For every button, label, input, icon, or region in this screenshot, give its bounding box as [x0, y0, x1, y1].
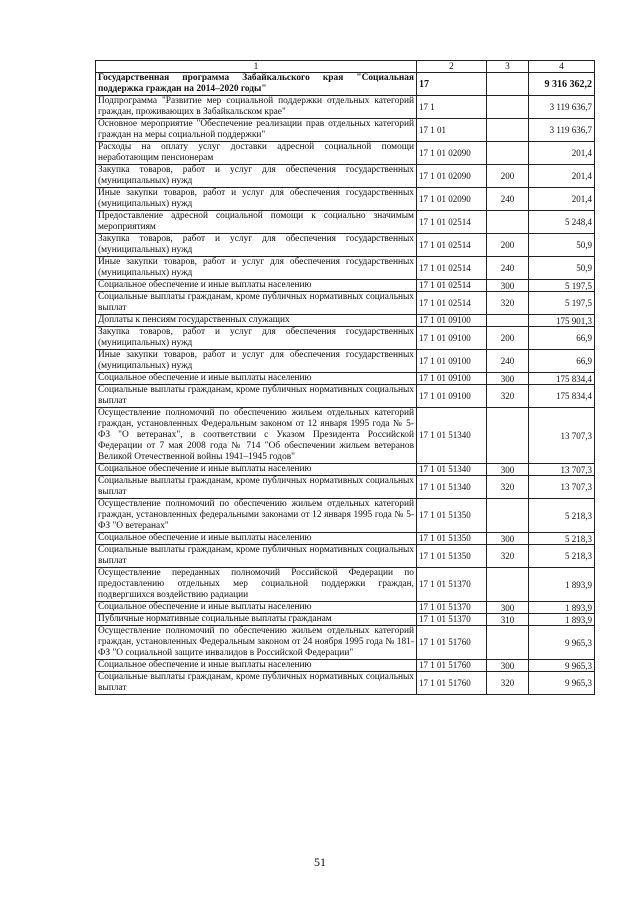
table-row [96, 602, 595, 614]
row-amount: 50,9 [529, 234, 595, 257]
row-target-code: 17 1 01 09100 [417, 327, 487, 350]
table-row [96, 280, 595, 292]
row-amount: 9 965,3 [529, 660, 595, 672]
row-expense-type [487, 568, 529, 602]
table-row [96, 614, 595, 626]
table-row [96, 119, 595, 142]
row-name: Социальное обеспечение и иные выплаты населению [96, 464, 417, 476]
row-amount: 13 707,3 [529, 476, 595, 499]
row-amount: 5 197,5 [529, 280, 595, 292]
row-target-code: 17 1 01 51340 [417, 476, 487, 499]
row-name: Основное мероприятие "Обеспечение реализации прав отдельных категорий граждан на меры социальной поддержки" [96, 119, 417, 142]
row-expense-type: 240 [487, 188, 529, 211]
row-target-code: 17 1 01 02090 [417, 188, 487, 211]
row-amount: 5 218,3 [529, 545, 595, 568]
page-number: 51 [314, 855, 326, 869]
row-expense-type: 300 [487, 602, 529, 614]
row-amount: 5 218,3 [529, 499, 595, 533]
table-row [96, 660, 595, 672]
row-expense-type [487, 142, 529, 165]
table-row [96, 568, 595, 602]
row-amount: 175 834,4 [529, 385, 595, 408]
row-name: Социальное обеспечение и иные выплаты населению [96, 280, 417, 292]
row-name: Иные закупки товаров, работ и услуг для обеспечения государственных (муниципальных) нужд [96, 350, 417, 373]
row-expense-type: 300 [487, 660, 529, 672]
column-header-2: 2 [417, 61, 487, 73]
table-row [96, 464, 595, 476]
row-name: Иные закупки товаров, работ и услуг для обеспечения государственных (муниципальных) нужд [96, 257, 417, 280]
table-row [96, 408, 595, 464]
row-expense-type: 240 [487, 257, 529, 280]
row-amount: 201,4 [529, 188, 595, 211]
row-expense-type [487, 408, 529, 464]
row-amount: 1 893,9 [529, 614, 595, 626]
row-name: Закупка товаров, работ и услуг для обеспечения государственных (муниципальных) нужд [96, 234, 417, 257]
row-amount: 66,9 [529, 350, 595, 373]
row-amount: 50,9 [529, 257, 595, 280]
row-amount: 66,9 [529, 327, 595, 350]
table-row [96, 165, 595, 188]
row-target-code: 17 1 01 51760 [417, 660, 487, 672]
row-target-code: 17 1 01 51340 [417, 408, 487, 464]
row-amount: 13 707,3 [529, 408, 595, 464]
row-target-code: 17 1 01 02514 [417, 292, 487, 315]
row-name: Социальные выплаты гражданам, кроме публичных нормативных социальных выплат [96, 672, 417, 695]
table-row [96, 499, 595, 533]
table-row [96, 533, 595, 545]
table-row [96, 672, 595, 695]
row-expense-type [487, 211, 529, 234]
row-amount: 5 248,4 [529, 211, 595, 234]
row-name: Осуществление полномочий по обеспечению жильем отдельных категорий граждан, установленных Федеральным законом от 24 ноября 1995 года № 181-ФЗ "О социальной защите инвалидов в Российской Федерации" [96, 626, 417, 660]
row-target-code: 17 1 [417, 96, 487, 119]
row-expense-type: 300 [487, 373, 529, 385]
row-amount: 5 197,5 [529, 292, 595, 315]
row-amount: 1 893,9 [529, 602, 595, 614]
row-name: Расходы на оплату услуг доставки адресной социальной помощи неработающим пенсионерам [96, 142, 417, 165]
table-row [96, 292, 595, 315]
row-target-code: 17 [417, 73, 487, 96]
row-amount: 175 901,3 [529, 315, 595, 327]
row-target-code: 17 1 01 51370 [417, 568, 487, 602]
row-expense-type: 300 [487, 533, 529, 545]
row-expense-type [487, 315, 529, 327]
row-expense-type [487, 96, 529, 119]
row-amount: 9 965,3 [529, 672, 595, 695]
row-expense-type: 320 [487, 292, 529, 315]
row-target-code: 17 1 01 51760 [417, 626, 487, 660]
row-expense-type: 320 [487, 672, 529, 695]
row-amount: 201,4 [529, 142, 595, 165]
table-row [96, 327, 595, 350]
row-name: Закупка товаров, работ и услуг для обеспечения государственных (муниципальных) нужд [96, 327, 417, 350]
row-expense-type: 300 [487, 464, 529, 476]
row-expense-type: 320 [487, 385, 529, 408]
table-row [96, 385, 595, 408]
row-amount: 201,4 [529, 165, 595, 188]
row-amount: 9 965,3 [529, 626, 595, 660]
row-target-code: 17 1 01 51760 [417, 672, 487, 695]
row-amount: 175 834,4 [529, 373, 595, 385]
column-header-3: 3 [487, 61, 529, 73]
row-target-code: 17 1 01 02514 [417, 211, 487, 234]
row-target-code: 17 1 01 02090 [417, 165, 487, 188]
row-expense-type: 200 [487, 327, 529, 350]
row-name: Предоставление адресной социальной помощи к социально значимым мероприятиям [96, 211, 417, 234]
row-target-code: 17 1 01 51350 [417, 545, 487, 568]
table-row [96, 626, 595, 660]
row-name: Социальное обеспечение и иные выплаты населению [96, 533, 417, 545]
row-expense-type [487, 73, 529, 96]
row-expense-type: 320 [487, 476, 529, 499]
row-name: Социальное обеспечение и иные выплаты населению [96, 602, 417, 614]
row-name: Социальные выплаты гражданам, кроме публичных нормативных социальных выплат [96, 385, 417, 408]
row-target-code: 17 1 01 51350 [417, 499, 487, 533]
table-row [96, 373, 595, 385]
row-name: Социальные выплаты гражданам, кроме публичных нормативных социальных выплат [96, 545, 417, 568]
table-row [96, 96, 595, 119]
column-header-4: 4 [529, 61, 595, 73]
row-target-code: 17 1 01 09100 [417, 373, 487, 385]
row-target-code: 17 1 01 [417, 119, 487, 142]
row-expense-type: 200 [487, 165, 529, 188]
row-name: Публичные нормативные социальные выплаты гражданам [96, 614, 417, 626]
row-target-code: 17 1 01 51340 [417, 464, 487, 476]
row-name: Осуществление переданных полномочий Российской Федерации по предоставлению отдельных мер социальной поддержки граждан, подвергшихся воздействию радиации [96, 568, 417, 602]
row-target-code: 17 1 01 02514 [417, 280, 487, 292]
header-row [96, 61, 595, 73]
row-name: Социальные выплаты гражданам, кроме публичных нормативных социальных выплат [96, 292, 417, 315]
row-expense-type [487, 626, 529, 660]
row-expense-type: 300 [487, 280, 529, 292]
table-row [96, 315, 595, 327]
row-amount: 13 707,3 [529, 464, 595, 476]
row-target-code: 17 1 01 09100 [417, 315, 487, 327]
table-row [96, 234, 595, 257]
row-target-code: 17 1 01 09100 [417, 385, 487, 408]
row-name: Социальное обеспечение и иные выплаты населению [96, 660, 417, 672]
row-name: Государственная программа Забайкальского края "Социальная поддержка граждан на 2014–2020 годы" [96, 73, 417, 96]
row-name: Социальные выплаты гражданам, кроме публичных нормативных социальных выплат [96, 476, 417, 499]
row-name: Доплаты к пенсиям государственных служащих [96, 315, 417, 327]
table-row [96, 257, 595, 280]
table-row [96, 188, 595, 211]
row-amount: 3 119 636,7 [529, 96, 595, 119]
table-row [96, 350, 595, 373]
row-target-code: 17 1 01 09100 [417, 350, 487, 373]
row-expense-type [487, 119, 529, 142]
row-name: Социальное обеспечение и иные выплаты населению [96, 373, 417, 385]
row-name: Подпрограмма "Развитие мер социальной поддержки отдельных категорий граждан, проживающих в Забайкальском крае" [96, 96, 417, 119]
row-amount: 9 316 362,2 [529, 73, 595, 96]
row-name: Осуществление полномочий по обеспечению жильем отдельных категорий граждан, установленных Федеральным законом от 12 января 1995 года № 5-ФЗ "О ветеранах", в соответствии с Указом Президента Российской Федерации от 7 мая 2008 года № 714 "Об обеспечении жильем ветеранов Великой Отечественной войны 1941–1945 годов" [96, 408, 417, 464]
row-expense-type: 320 [487, 545, 529, 568]
row-amount: 1 893,9 [529, 568, 595, 602]
row-name: Иные закупки товаров, работ и услуг для обеспечения государственных (муниципальных) нужд [96, 188, 417, 211]
column-header-1: 1 [96, 61, 417, 73]
row-amount: 5 218,3 [529, 533, 595, 545]
row-target-code: 17 1 01 02090 [417, 142, 487, 165]
row-expense-type: 200 [487, 234, 529, 257]
table-body [96, 73, 595, 695]
table-row [96, 476, 595, 499]
row-target-code: 17 1 01 51350 [417, 533, 487, 545]
row-amount: 3 119 636,7 [529, 119, 595, 142]
budget-table [95, 60, 595, 695]
table-row [96, 545, 595, 568]
row-target-code: 17 1 01 02514 [417, 234, 487, 257]
row-target-code: 17 1 01 51370 [417, 602, 487, 614]
row-name: Закупка товаров, работ и услуг для обеспечения государственных (муниципальных) нужд [96, 165, 417, 188]
row-name: Осуществление полномочий по обеспечению жильем отдельных категорий граждан, установленных федеральными законами от 12 января 1995 года № 5-ФЗ "О ветеранах" [96, 499, 417, 533]
table-row [96, 73, 595, 96]
table-row [96, 142, 595, 165]
row-target-code: 17 1 01 51370 [417, 614, 487, 626]
row-target-code: 17 1 01 02514 [417, 257, 487, 280]
table-row [96, 211, 595, 234]
row-expense-type [487, 499, 529, 533]
row-expense-type: 240 [487, 350, 529, 373]
row-expense-type: 310 [487, 614, 529, 626]
